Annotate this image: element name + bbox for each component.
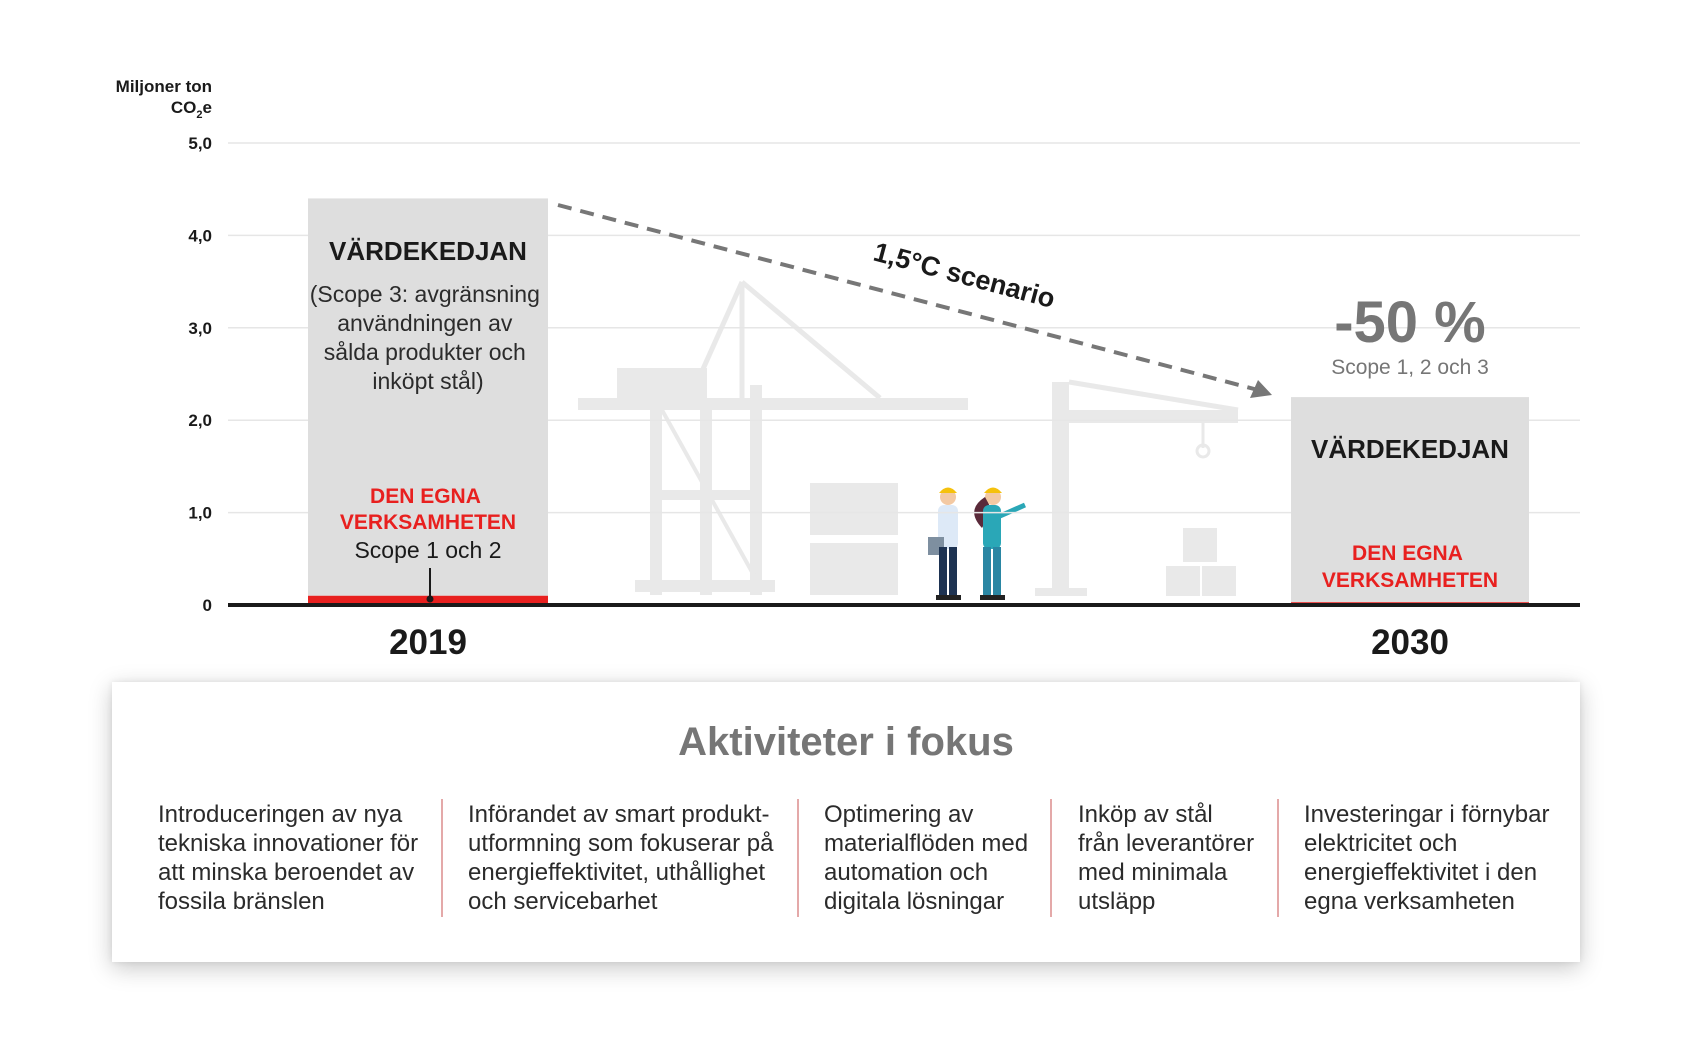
- y-axis-label-line1: Miljoner ton: [115, 77, 212, 96]
- focus-item-line: med minimala: [1078, 859, 1228, 886]
- focus-item-innovation: [158, 800, 418, 916]
- focus-item-line: fossila bränslen: [158, 888, 325, 915]
- focus-separator: [1050, 799, 1052, 917]
- bar-2030-own-title: DEN EGNA VERKSAMHETEN: [1321, 542, 1499, 592]
- focus-item-product-design: [468, 800, 773, 916]
- x-label-2019: 2019: [389, 623, 467, 662]
- focus-item-steel-purchasing: [1078, 800, 1254, 916]
- focus-item-line: från leverantörer: [1078, 830, 1255, 857]
- bar-2019-own-title: DEN EGNA VERKSAMHETEN: [339, 485, 517, 534]
- focus-item-line: utsläpp: [1078, 888, 1156, 915]
- focus-item-line: och servicebarhet: [468, 888, 658, 915]
- focus-item-line: egna verksamheten: [1304, 888, 1515, 915]
- target-reduction: -50 %: [1334, 290, 1486, 355]
- focus-item-line: tekniska innovationer för: [158, 830, 419, 857]
- bar-2019-own-scope: Scope 1 och 2: [354, 537, 502, 563]
- y-tick-label: 1,0: [188, 503, 212, 523]
- focus-item-line: Inköp av stål: [1078, 801, 1213, 828]
- focus-item-renewable-investments: [1304, 800, 1549, 916]
- focus-item-line: Optimering av: [824, 801, 974, 828]
- focus-item-line: materialflöden med: [824, 830, 1029, 857]
- scenario-label: 1,5°C scenario: [870, 236, 1059, 314]
- focus-separator: [441, 799, 443, 917]
- focus-item-line: Införandet av smart produkt-: [468, 801, 770, 828]
- focus-item-material-flows: [824, 800, 1028, 916]
- y-tick-label: 0: [202, 596, 212, 615]
- focus-activities-card: [112, 682, 1580, 962]
- focus-item-line: energieffektivitet i den: [1304, 859, 1538, 886]
- target-scope: Scope 1, 2 och 3: [1331, 356, 1489, 379]
- focus-title: Aktiviteter i fokus: [678, 720, 1014, 764]
- bar-2019-chain-note: (Scope 3: avgränsning användningen av sålda produkter och inköpt stål): [309, 281, 540, 394]
- y-tick-label: 5,0: [188, 134, 212, 153]
- workers-illustration: [928, 488, 1025, 601]
- y-axis-label-line2: $CO_2e$: [170, 98, 212, 121]
- y-tick-label: 4,0: [188, 226, 212, 246]
- focus-item-line: Investeringar i förnybar: [1304, 801, 1550, 828]
- y-tick-label: 3,0: [188, 318, 212, 338]
- focus-item-line: automation och: [824, 859, 989, 886]
- focus-item-line: Introduceringen av nya: [158, 801, 403, 828]
- focus-item-line: energieffektivitet, uthållighet: [468, 859, 766, 886]
- focus-separator: [797, 799, 799, 917]
- focus-item-line: utformning som fokuserar på: [468, 830, 774, 857]
- y-tick-label: 2,0: [188, 411, 212, 431]
- scenario-trend-line: [558, 205, 1258, 390]
- focus-separator: [1277, 799, 1279, 917]
- x-label-2030: 2030: [1371, 623, 1449, 662]
- port-illustration: [578, 282, 1238, 596]
- bar-2019-chain-title: VÄRDEKEDJAN: [329, 236, 527, 266]
- focus-item-line: att minska beroendet av: [158, 859, 415, 886]
- bar-2030-chain-title: VÄRDEKEDJAN: [1311, 434, 1509, 464]
- focus-item-line: elektricitet och: [1304, 830, 1458, 857]
- y-tick-labels: [188, 134, 212, 615]
- scope-pointer-dot: [427, 596, 434, 603]
- focus-item-line: digitala lösningar: [824, 888, 1005, 915]
